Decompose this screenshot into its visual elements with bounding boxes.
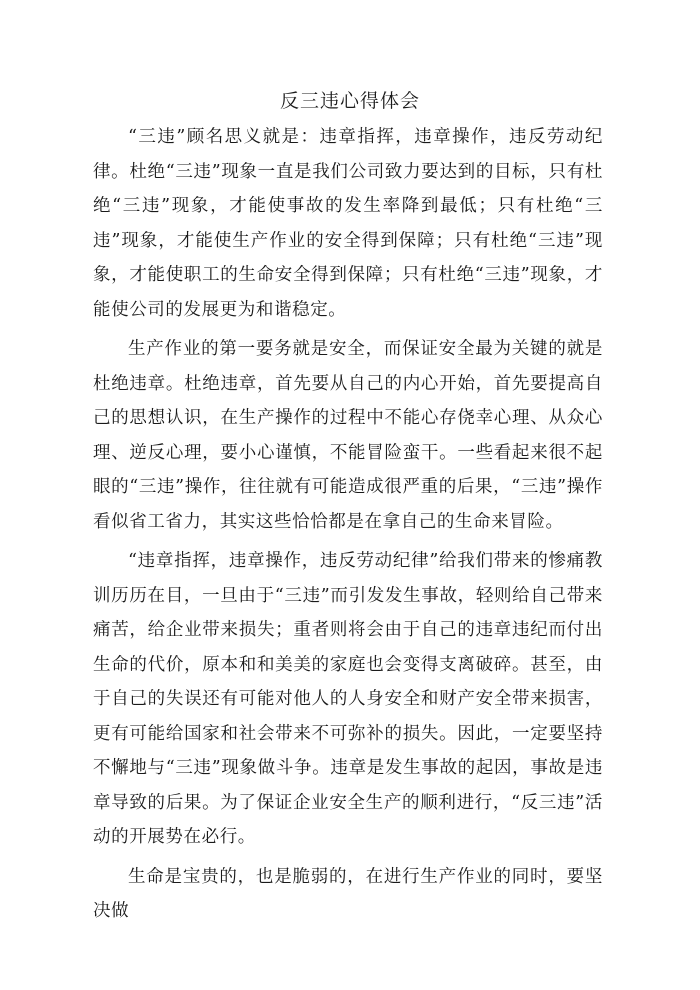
paragraph-4: 生命是宝贵的，也是脆弱的，在进行生产作业的同时，要坚决做 [93, 866, 603, 921]
paragraph-1: “三违”顾名思义就是：违章指挥，违章操作，违反劳动纪律。杜绝“三违”现象一直是我们公司致力要达到的目标，只有杜绝“三违”现象，才能使事故的发生率降到最低；只有杜绝“三违”现象，才能使生产作业的安全得到保障；只有杜绝“三违”现象，才能使职工的生命安全得到保障；只有杜绝“三违”现象，才能使公司的发展更为和谐稳定。 [93, 127, 603, 320]
document-title: 反三违心得体会 [279, 90, 420, 112]
paragraph-2: 生产作业的第一要务就是安全，而保证安全最为关键的就是杜绝违章。杜绝违章，首先要从自己的内心开始，首先要提高自己的思想认识，在生产操作的过程中不能心存侥幸心理、从众心理、逆反心理，要小心谨慎，不能冒险蛮干。一些看起来很不起眼的“三违”操作，往往就有可能造成很严重的后果，“三违”操作看似省工省力，其实这些恰恰都是在拿自己的生命来冒险。 [93, 339, 603, 532]
document-body [93, 120, 603, 929]
paragraph-3: “违章指挥，违章操作，违反劳动纪律”给我们带来的惨痛教训历历在目，一旦由于“三违”而引发发生事故，轻则给自己带来痛苦，给企业带来损失；重者则将会由于自己的违章违纪而付出生命的代价，原本和和美美的家庭也会变得支离破碎。甚至，由于自己的失误还有可能对他人的人身安全和财产安全带来损害，更有可能给国家和社会带来不可弥补的损失。因此，一定要坚持不懈地与“三违”现象做斗争。违章是发生事故的起因，事故是违章导致的后果。为了保证企业安全生产的顺利进行，“反三违”活动的开展势在必行。 [93, 551, 603, 847]
